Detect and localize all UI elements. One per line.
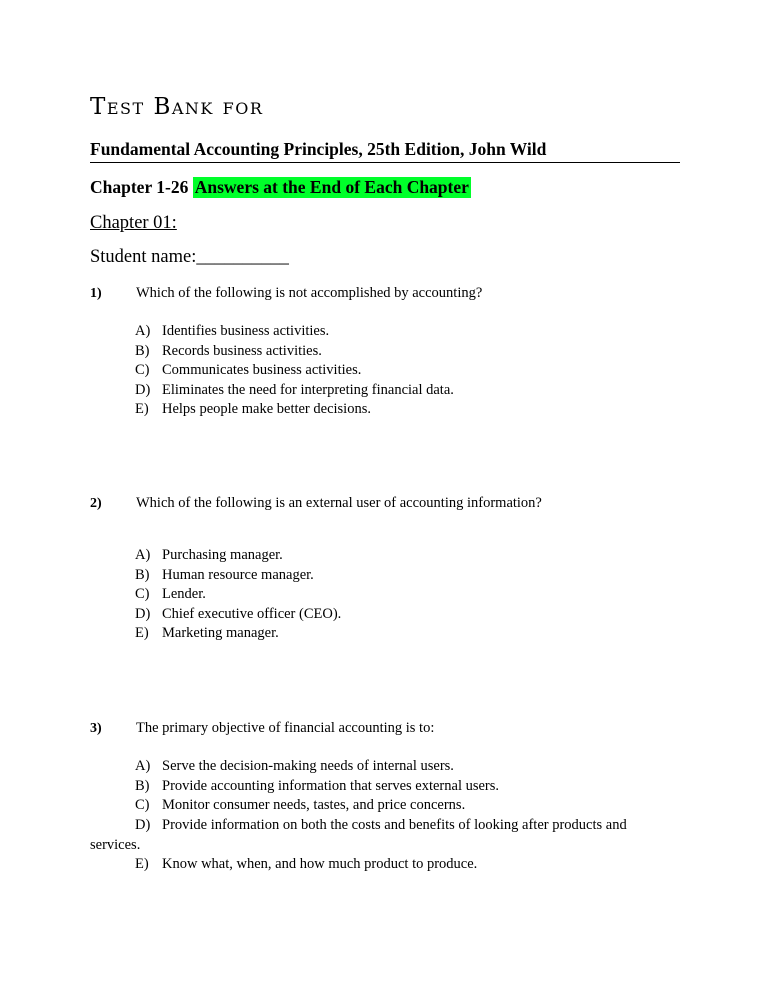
option-letter: B) xyxy=(135,342,150,359)
option-letter: A) xyxy=(135,547,151,563)
option-letter: C) xyxy=(135,586,150,602)
answer-option xyxy=(135,342,322,362)
option-text: Human resource manager. xyxy=(162,566,314,583)
option-letter: B) xyxy=(135,777,150,794)
answer-option xyxy=(135,796,465,816)
option-text: Lender. xyxy=(162,586,206,602)
option-text: Chief executive officer (CEO). xyxy=(162,605,342,622)
answer-option xyxy=(135,624,279,644)
option-text: Records business activities. xyxy=(162,342,322,359)
option-text: Purchasing manager. xyxy=(162,547,283,563)
answers-highlight: Answers at the End of Each Chapter xyxy=(194,177,469,197)
question-text: The primary objective of financial accounting is to: xyxy=(136,720,435,736)
answer-option xyxy=(135,605,341,625)
answer-option xyxy=(135,816,627,836)
chapter-range-prefix: Chapter 1-26 xyxy=(90,177,193,197)
option-continuation: services. xyxy=(90,837,141,853)
option-letter: C) xyxy=(135,362,150,378)
option-letter: A) xyxy=(135,758,151,774)
option-text: Helps people make better decisions. xyxy=(162,401,371,417)
answer-option xyxy=(135,566,314,586)
option-letter: C) xyxy=(135,797,150,813)
answer-option xyxy=(135,400,371,420)
option-text: Eliminates the need for interpreting financial data. xyxy=(162,381,454,398)
answer-option xyxy=(135,585,206,605)
option-text: Provide information on both the costs and benefits of looking after products and xyxy=(162,816,627,833)
answer-option xyxy=(135,855,477,875)
option-letter: A) xyxy=(135,323,151,339)
answer-option xyxy=(135,381,454,401)
book-title: Fundamental Accounting Principles, 25th Edition, John Wild xyxy=(90,139,547,159)
option-text: Monitor consumer needs, tastes, and price concerns. xyxy=(162,797,466,813)
answer-option xyxy=(135,777,499,797)
question-text: Which of the following is not accomplished by accounting? xyxy=(136,285,483,301)
answer-option xyxy=(135,757,454,777)
option-letter: B) xyxy=(135,566,150,583)
option-text: Marketing manager. xyxy=(162,625,279,641)
option-letter: E) xyxy=(135,625,149,641)
question-number: 3) xyxy=(90,721,102,736)
answer-option xyxy=(135,361,361,381)
option-letter: E) xyxy=(135,856,149,872)
answer-option xyxy=(135,546,283,566)
option-letter: D) xyxy=(135,816,151,833)
option-letter: E) xyxy=(135,401,149,417)
chapter-label: Chapter 01: xyxy=(90,213,177,233)
title-divider xyxy=(90,162,680,163)
option-text: Know what, when, and how much product to produce. xyxy=(162,856,478,872)
option-text: Identifies business activities. xyxy=(162,323,330,339)
question-number: 1) xyxy=(90,286,102,301)
option-text: Communicates business activities. xyxy=(162,362,362,378)
question-text: Which of the following is an external user of accounting information? xyxy=(136,495,542,511)
option-text: Provide accounting information that serves external users. xyxy=(162,777,500,794)
option-letter: D) xyxy=(135,605,151,622)
option-text: Serve the decision-making needs of internal users. xyxy=(162,758,454,774)
chapter-range-heading xyxy=(90,177,471,198)
option-letter: D) xyxy=(135,381,151,398)
student-name-line: Student name:__________ xyxy=(90,247,289,267)
question-number: 2) xyxy=(90,496,102,511)
document-title: Test Bank for xyxy=(90,94,264,120)
answer-option xyxy=(135,322,329,342)
